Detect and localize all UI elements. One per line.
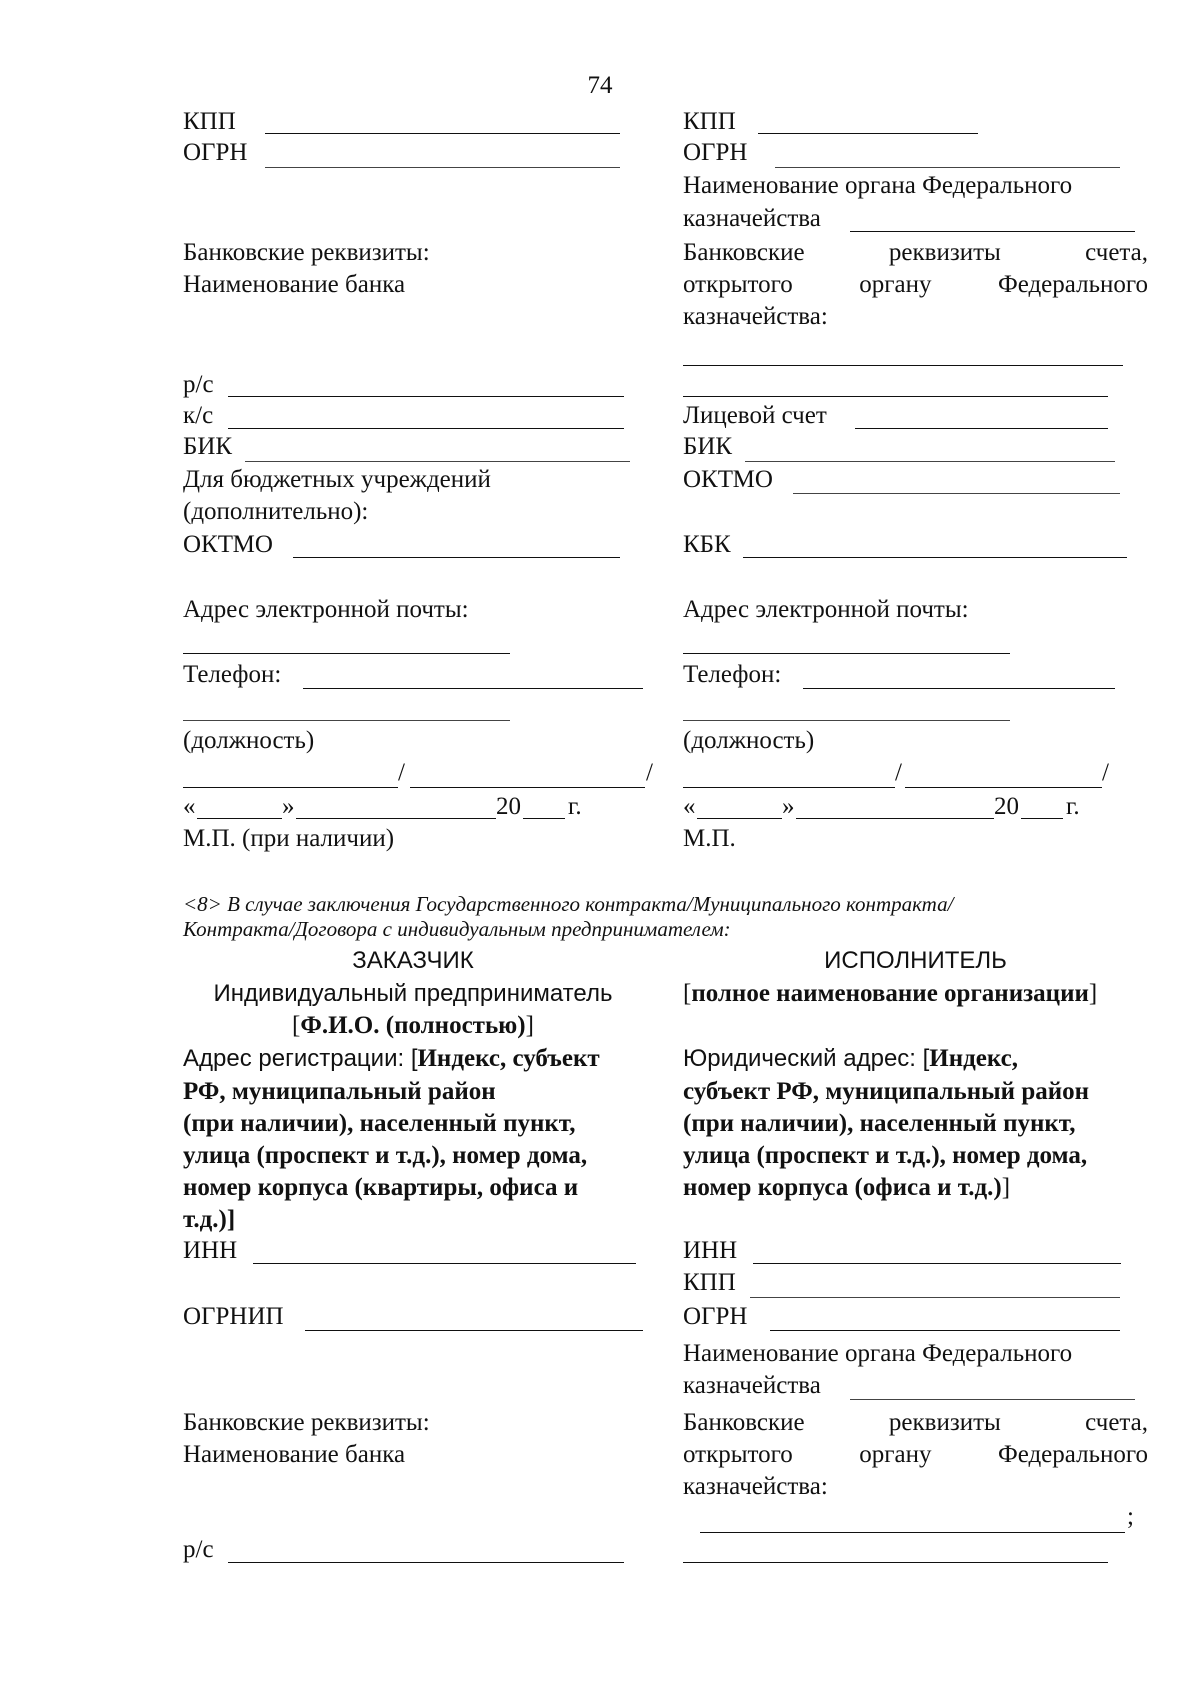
date-open-left: « <box>183 793 196 820</box>
bank-details-row2-right <box>683 270 1148 300</box>
date-month-line-left <box>296 818 496 819</box>
treasury-line1-bottom-right: Наименование органа Федерального <box>683 1340 1073 1367</box>
ogrn-line-bottom-right <box>770 1330 1120 1331</box>
position-label-right: (должность) <box>683 727 815 754</box>
bank-word-2: реквизиты <box>888 239 1001 266</box>
year-prefix-right: 20 <box>994 793 1019 820</box>
oktmo-label-left: ОКТМО <box>183 531 273 558</box>
oktmo-line-left <box>293 557 620 558</box>
slash-left-2: / <box>646 759 653 786</box>
customer-entity: Индивидуальный предприниматель <box>213 980 613 1007</box>
kpp-label-bottom-right: КПП <box>683 1269 736 1296</box>
page-number: 74 <box>587 72 613 99</box>
signature-line-left <box>183 787 398 788</box>
rs-label-bottom-left: р/с <box>183 1536 214 1563</box>
bank-word-3-b: счета, <box>1085 1409 1148 1436</box>
contractor-address-line1 <box>683 1044 1018 1074</box>
bank-details-row1-bottom-right <box>683 1408 1148 1438</box>
bank-details-row3-right: казначейства: <box>683 303 828 330</box>
treasury-line-bottom-right <box>850 1399 1135 1400</box>
year-suffix-left: г. <box>568 793 582 820</box>
bik-line-left <box>245 461 630 462</box>
customer-address-l4: улица (проспект и т.д.), номер дома, <box>183 1142 588 1169</box>
date-day-line-right <box>697 818 782 819</box>
email-label-right: Адрес электронной почты: <box>683 596 969 623</box>
inn-line-left <box>253 1263 636 1264</box>
ogrn-label-bottom-right: ОГРН <box>683 1303 748 1330</box>
kpp-label-right: КПП <box>683 108 736 135</box>
account-label-right: Лицевой счет <box>683 402 827 429</box>
ogrn-line-left <box>265 167 620 168</box>
treasury-line2-right: казначейства <box>683 205 821 232</box>
org-placeholder: полное наименование организации <box>691 980 1089 1007</box>
contractor-address-label: Юридический адрес: [ <box>683 1045 930 1072</box>
position-line-right <box>683 720 1010 721</box>
bank-details-bottom-left: Банковские реквизиты: <box>183 1409 430 1436</box>
footnote-line2: Контракта/Договора с индивидуальным предпринимателем: <box>183 917 731 941</box>
bank-word-5: органу <box>859 271 932 298</box>
customer-address-l2: РФ, муниципальный район <box>183 1078 496 1105</box>
treasury-line-right <box>850 231 1135 232</box>
treasury-account-line-bottom1 <box>700 1532 1125 1533</box>
org-open: [ <box>683 980 692 1007</box>
bank-word-4: открытого <box>683 271 793 298</box>
email-line-left <box>183 653 510 654</box>
kbk-line-right <box>743 557 1127 558</box>
bank-word-3: счета, <box>1085 239 1148 266</box>
contractor-org <box>683 979 1097 1009</box>
customer-address-label: Адрес регистрации: [ <box>183 1045 418 1072</box>
ogrnip-line-left <box>305 1330 643 1331</box>
year-line-right <box>1021 818 1063 819</box>
kpp-line-right <box>758 133 978 134</box>
budget-line2: (дополнительно): <box>183 498 369 525</box>
contractor-address-l3: (при наличии), населенный пункт, <box>683 1110 1076 1137</box>
ogrn-line-right <box>775 167 1120 168</box>
seal-right: М.П. <box>683 825 736 852</box>
contractor-heading: ИСПОЛНИТЕЛЬ <box>824 947 1007 974</box>
kpp-label-left: КПП <box>183 108 236 135</box>
bank-details-left: Банковские реквизиты: <box>183 239 430 266</box>
budget-line1: Для бюджетных учреждений <box>183 466 491 493</box>
contractor-address-close: ] <box>1001 1174 1011 1201</box>
semicolon: ; <box>1127 1503 1134 1530</box>
treasury-line2-bottom-right: казначейства <box>683 1372 821 1399</box>
phone-label-left: Телефон: <box>183 661 282 688</box>
rs-line-bottom-left <box>228 1562 624 1563</box>
inn-line-right <box>753 1263 1121 1264</box>
name-line-left <box>410 787 645 788</box>
position-label-left: (должность) <box>183 727 315 754</box>
date-day-line-left <box>197 818 282 819</box>
seal-left: М.П. (при наличии) <box>183 825 395 852</box>
bank-name-left: Наименование банка <box>183 271 406 298</box>
ogrn-label-right: ОГРН <box>683 139 748 166</box>
slash-right-2: / <box>1102 759 1109 786</box>
rs-label-left: р/с <box>183 371 214 398</box>
bank-word-2-b: реквизиты <box>888 1409 1001 1436</box>
phone-label-right: Телефон: <box>683 661 782 688</box>
email-line-right <box>683 653 1010 654</box>
customer-address-l1: Индекс, субъект <box>417 1045 600 1072</box>
ogrnip-label-left: ОГРНИП <box>183 1303 284 1330</box>
year-prefix-left: 20 <box>496 793 521 820</box>
fio-placeholder: Ф.И.О. (полностью) <box>300 1012 526 1039</box>
rs-line-left <box>228 396 624 397</box>
contractor-address-l2: субъект РФ, муниципальный район <box>683 1078 1090 1105</box>
contractor-address-l4: улица (проспект и т.д.), номер дома, <box>683 1142 1088 1169</box>
phone-line-right <box>803 688 1115 689</box>
position-line-left <box>183 720 510 721</box>
bank-word-6: Федерального <box>997 271 1148 298</box>
oktmo-line-right <box>793 493 1120 494</box>
bank-word-6-b: Федерального <box>997 1441 1148 1468</box>
ks-label-left: к/с <box>183 402 214 429</box>
bank-word-5-b: органу <box>859 1441 932 1468</box>
treasury-account-line-bottom2 <box>683 1562 1108 1563</box>
treasury-account-line1 <box>683 365 1123 366</box>
phone-line-left <box>303 688 643 689</box>
bank-details-row1-right <box>683 238 1148 268</box>
name-line-right <box>905 787 1102 788</box>
bank-word-1: Банковские <box>683 239 805 266</box>
slash-left-1: / <box>398 759 405 786</box>
contractor-address-l1: Индекс, <box>929 1045 1019 1072</box>
kpp-line-bottom-right <box>750 1297 1120 1298</box>
customer-address-line1 <box>183 1044 600 1074</box>
date-month-line-right <box>796 818 994 819</box>
account-line-right <box>855 428 1108 429</box>
customer-address-l6: т.д.)] <box>183 1206 236 1233</box>
customer-heading: ЗАКАЗЧИК <box>352 947 474 974</box>
year-suffix-right: г. <box>1066 793 1080 820</box>
date-close-right: » <box>782 793 795 820</box>
fio-open: [ <box>292 1012 301 1039</box>
treasury-account-line2 <box>683 396 1108 397</box>
bank-word-1-b: Банковские <box>683 1409 805 1436</box>
oktmo-label-right: ОКТМО <box>683 466 773 493</box>
email-label-left: Адрес электронной почты: <box>183 596 469 623</box>
bik-line-right <box>745 461 1115 462</box>
customer-fio <box>183 1011 643 1041</box>
treasury-line1-right: Наименование органа Федерального <box>683 172 1073 199</box>
bank-details-row2-bottom-right <box>683 1440 1148 1470</box>
bank-name-bottom-left: Наименование банка <box>183 1441 406 1468</box>
bank-details-row3-bottom-right: казначейства: <box>683 1473 828 1500</box>
kbk-label-right: КБК <box>683 531 731 558</box>
contractor-address-line5 <box>683 1173 1010 1203</box>
bik-label-left: БИК <box>183 433 233 460</box>
footnote-line1: <8> В случае заключения Государственного контракта/Муниципального контракта/ <box>183 892 954 916</box>
date-close-left: » <box>282 793 295 820</box>
date-open-right: « <box>683 793 696 820</box>
kpp-line-left <box>265 133 620 134</box>
customer-address-l3: (при наличии), населенный пункт, <box>183 1110 576 1137</box>
bik-label-right: БИК <box>683 433 733 460</box>
customer-address-l5: номер корпуса (квартиры, офиса и <box>183 1174 579 1201</box>
year-line-left <box>523 818 565 819</box>
inn-label-right: ИНН <box>683 1237 738 1264</box>
inn-label-left: ИНН <box>183 1237 238 1264</box>
org-close: ] <box>1088 980 1098 1007</box>
fio-close: ] <box>525 1012 534 1039</box>
ogrn-label-left: ОГРН <box>183 139 248 166</box>
bank-word-4-b: открытого <box>683 1441 793 1468</box>
signature-line-right <box>683 787 895 788</box>
slash-right-1: / <box>895 759 902 786</box>
contractor-address-l5: номер корпуса (офиса и т.д.) <box>683 1174 1002 1201</box>
ks-line-left <box>228 428 624 429</box>
